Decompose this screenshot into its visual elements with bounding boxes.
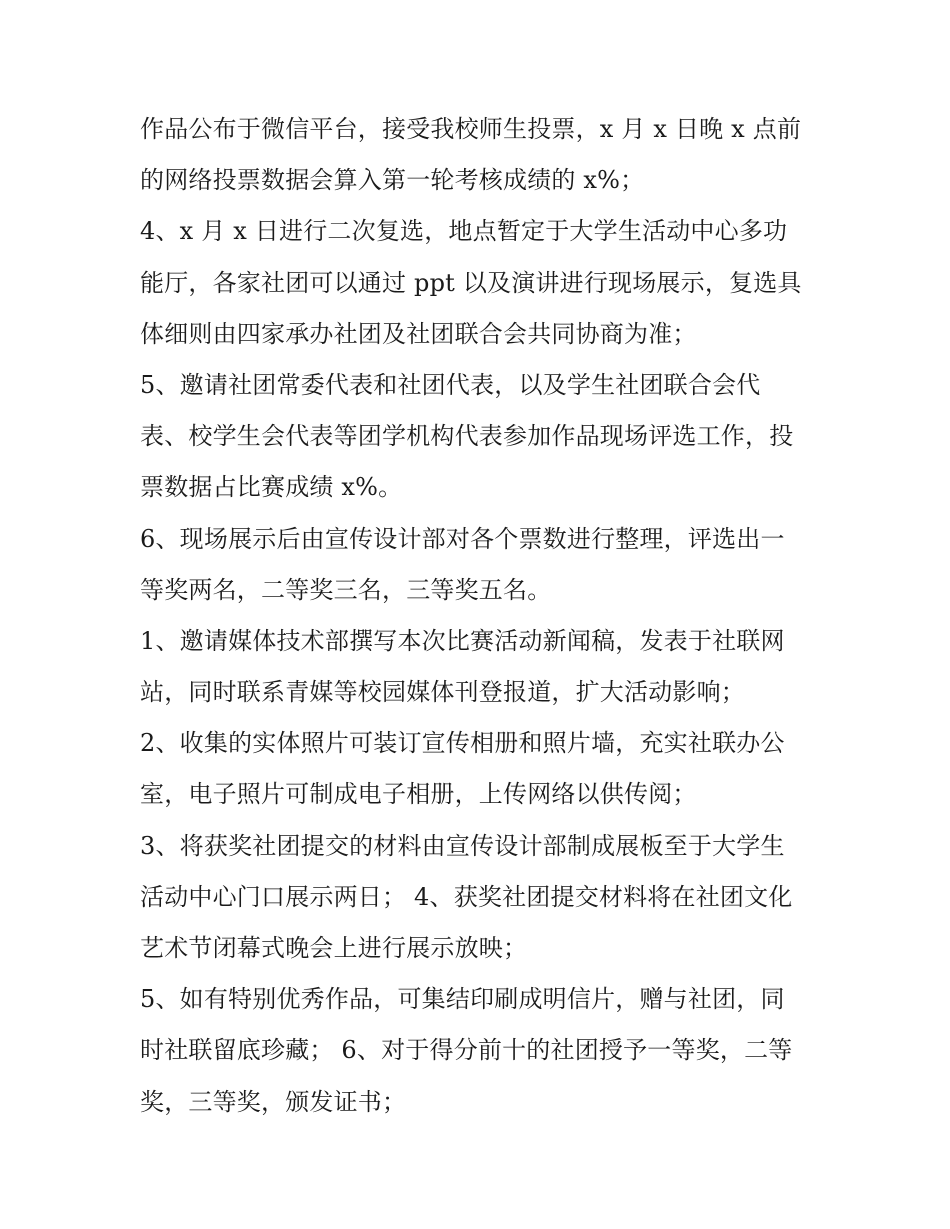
text-line: 站，同时联系青媒等校园媒体刊登报道，扩大活动影响；: [140, 678, 745, 707]
text-line: 体细则由四家承办社团及社团联合会共同协商为准；: [140, 319, 697, 348]
text-line: 表、校学生会代表等团学机构代表参加作品现场评选工作，投: [140, 422, 794, 451]
text-line: 等奖两名，二等奖三名，三等奖五名。: [140, 575, 552, 604]
text-line: 2、收集的实体照片可装订宣传相册和照片墙，充实社联办公: [140, 729, 785, 758]
text-line: 6、现场展示后由宣传设计部对各个票数进行整理，评选出一: [140, 524, 785, 553]
text-line: 作品公布于微信平台，接受我校师生投票，x 月 x 日晚 x 点前: [140, 115, 802, 143]
text-line: 奖，三等奖，颁发证书；: [140, 1087, 407, 1116]
text-line: 的网络投票数据会算入第一轮考核成绩的 x%；: [140, 166, 645, 195]
text-line: 艺术节闭幕式晚会上进行展示放映；: [140, 934, 528, 962]
text-line: 5、邀请社团常委代表和社团代表，以及学生社团联合会代: [140, 370, 761, 399]
text-line: 时社联留底珍藏； 6、对于得分前十的社团授予一等奖，二等: [140, 1036, 793, 1065]
text-line: 1、邀请媒体技术部撰写本次比赛活动新闻稿，发表于社联网: [140, 626, 785, 655]
body-text: [140, 104, 820, 1128]
text-line: 能厅，各家社团可以通过 ppt 以及演讲进行现场展示，复选具: [140, 268, 802, 297]
text-line: 4、x 月 x 日进行二次复选，地点暂定于大学生活动中心多功: [140, 217, 788, 246]
text-line: 3、将获奖社团提交的材料由宣传设计部制成展板至于大学生: [140, 831, 785, 860]
text-line: 活动中心门口展示两日； 4、获奖社团提交材料将在社团文化: [140, 882, 793, 911]
text-line: 5、如有特别优秀作品，可集结印刷成明信片，赠与社团，同: [140, 985, 785, 1014]
text-line: 票数据占比赛成绩 x%。: [140, 473, 403, 502]
text-line: 室，电子照片可制成电子相册，上传网络以供传阅；: [140, 780, 697, 809]
